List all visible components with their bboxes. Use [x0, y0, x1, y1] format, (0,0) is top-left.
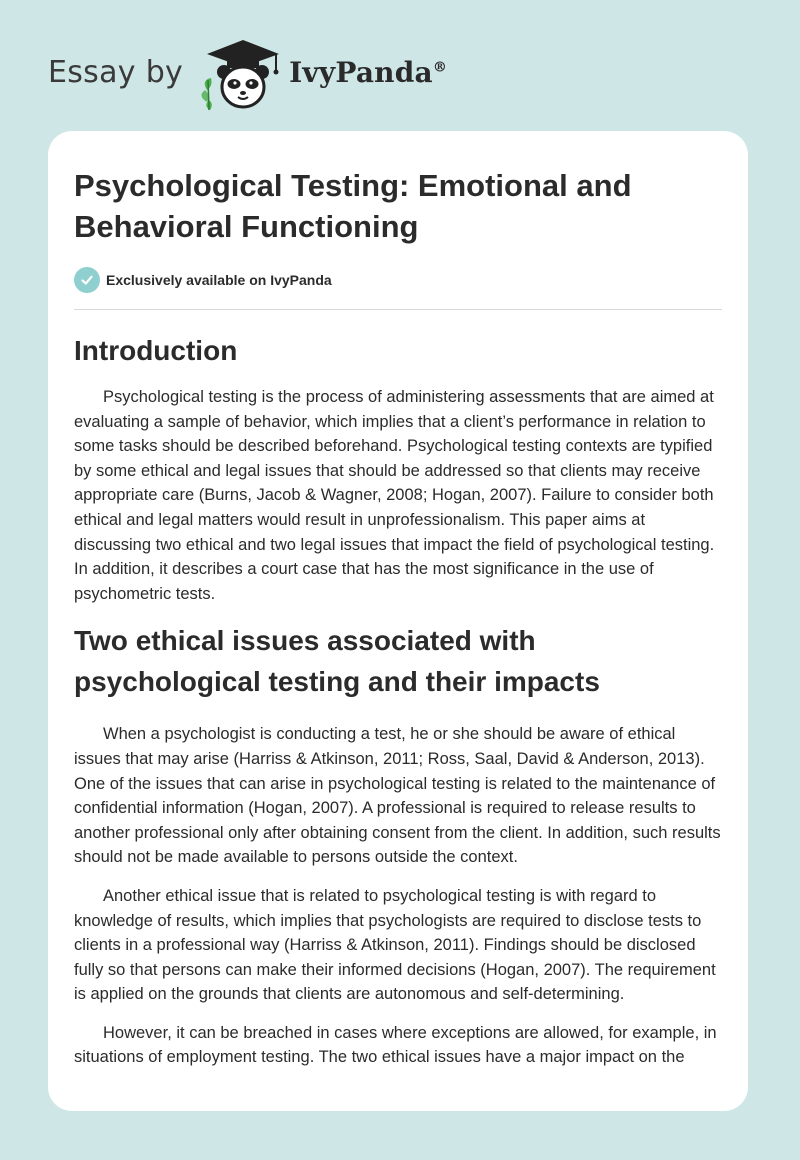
- brand-name-text: IvyPanda: [289, 55, 433, 89]
- section-heading-introduction: Introduction: [74, 335, 238, 366]
- paragraph: Psychological testing is the process of administering assessments that are aimed at evaluating a sample of behavior, which implies that a client’s performance in relation to some tasks should be described beforehand. Psychological testing contexts are typified by some ethical and legal issues that should be addressed so that clients may receive appropriate care (Burns, Jacob & Wagner, 2008; Hogan, 2007). Failure to consider both ethical and legal matters would result in unprofessionalism. This paper aims at discussing two ethical and two legal issues that impact the field of psychological testing. In addition, it describes a court case that has the most significance in the use of psychometric tests.: [74, 388, 715, 603]
- exclusive-badge: [74, 267, 722, 310]
- check-icon: [74, 267, 100, 293]
- paragraph: However, it can be breached in cases where exceptions are allowed, for example, in situations of employment testing. The two ethical issues have a major impact on the: [74, 1023, 717, 1067]
- site-header: [48, 32, 447, 112]
- essay-by-label: Essay by: [48, 54, 184, 90]
- panda-logo-icon[interactable]: [193, 32, 285, 112]
- section-heading-ethical-issues: Two ethical issues associated with psychological testing and their impacts: [74, 625, 600, 698]
- brand-name[interactable]: [289, 56, 447, 89]
- registered-mark: ®: [432, 59, 448, 76]
- article-card: [48, 131, 748, 1111]
- badge-label: Exclusively available on IvyPanda: [106, 272, 332, 288]
- paragraph: Another ethical issue that is related to psychological testing is with regard to knowledge of results, which implies that psychologists are required to disclose tests to clients in a professional way (Harriss & Atkinson, 2011). Findings should be disclosed fully so that persons can make their informed decisions (Hogan, 2007). The requirement is applied on the grounds that clients are autonomous and self-determining.: [74, 886, 716, 1004]
- page-title: Psychological Testing: Emotional and Behavioral Functioning: [74, 168, 632, 244]
- paragraph: When a psychologist is conducting a test, he or she should be aware of ethical issues that may arise (Harriss & Atkinson, 2011; Ross, Saal, David & Anderson, 2013). One of the issues that can arise in psychological testing is related to the maintenance of confidential information (Hogan, 2007). A professional is required to release results to another professional only after obtaining consent from the client. In addition, such results should not be made available to persons outside the context.: [74, 725, 721, 867]
